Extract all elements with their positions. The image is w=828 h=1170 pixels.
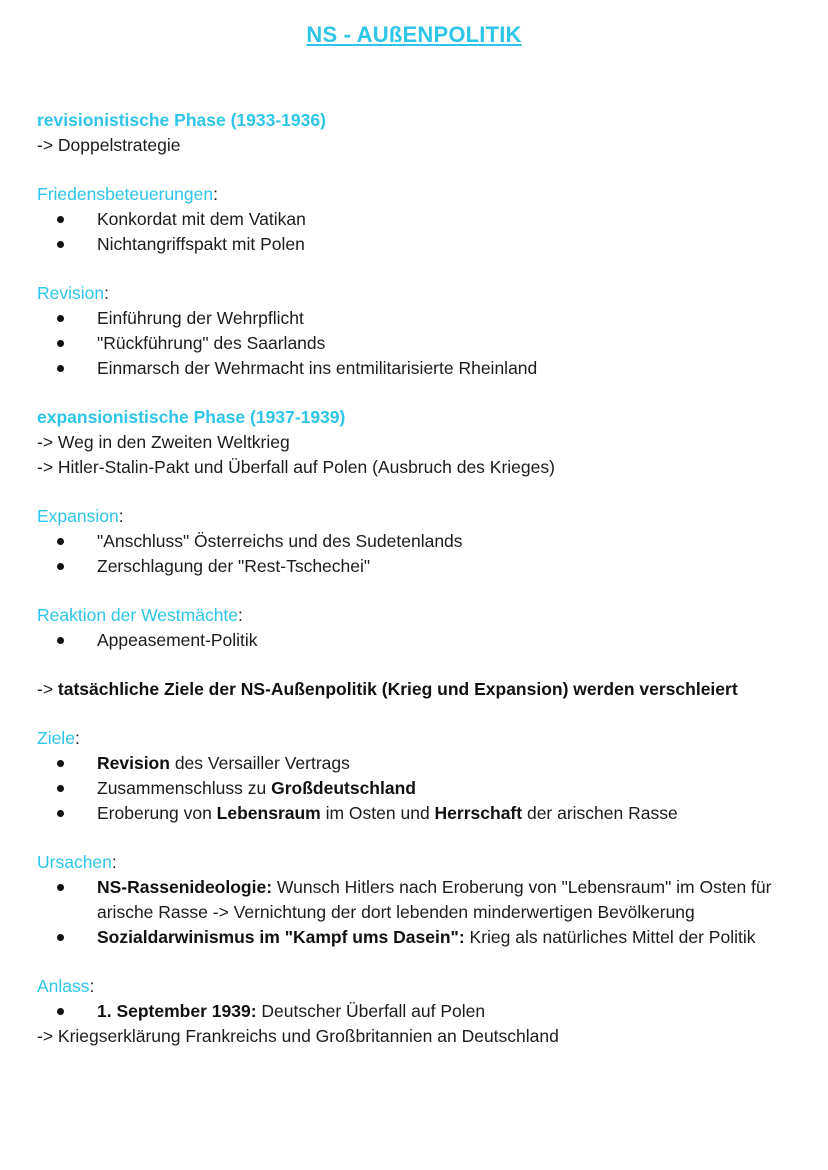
subheading-reaktion: Reaktion der Westmächte: — [37, 605, 243, 625]
subheading-expansion: Expansion: — [37, 506, 124, 526]
bullet-icon — [57, 365, 64, 372]
section-heading-revisionist-phase: revisionistische Phase (1933-1936) — [37, 110, 326, 130]
list-item: Eroberung von Lebensraum im Osten und Herrschaft der arischen Rasse — [37, 801, 807, 826]
bullet-icon — [57, 315, 64, 322]
subheading-revision: Revision: — [37, 283, 109, 303]
list-item: Appeasement-Politik — [37, 628, 807, 653]
bullet-icon — [57, 760, 64, 767]
bullet-icon — [57, 241, 64, 248]
bullet-icon — [57, 563, 64, 570]
bullet-icon — [57, 785, 64, 792]
text-line-ziele-note: -> tatsächliche Ziele der NS-Außenpolitik (Krieg und Expansion) werden verschleiert — [37, 679, 738, 699]
text-line: -> Doppelstrategie — [37, 135, 181, 155]
list-item: Zerschlagung der "Rest-Tschechei" — [37, 554, 807, 579]
list-item: NS-Rassenideologie: Wunsch Hitlers nach Eroberung von "Lebensraum" im Osten für arische Rasse -> Vernichtung der dort lebenden minderwertigen Bevölkerung — [37, 875, 807, 925]
section-heading-expansionist-phase: expansionistische Phase (1937-1939) — [37, 407, 346, 427]
bullet-icon — [57, 934, 64, 941]
list-item: "Anschluss" Österreichs und des Sudetenlands — [37, 529, 807, 554]
list-item: Zusammenschluss zu Großdeutschland — [37, 776, 807, 801]
text-line: -> Weg in den Zweiten Weltkrieg — [37, 432, 290, 452]
subheading-ursachen: Ursachen: — [37, 852, 117, 872]
list-item: Sozialdarwinismus im "Kampf ums Dasein": Krieg als natürliches Mittel der Politik — [37, 925, 807, 950]
subheading-anlass: Anlass: — [37, 976, 95, 996]
text-line: -> Hitler-Stalin-Pakt und Überfall auf Polen (Ausbruch des Krieges) — [37, 457, 555, 477]
list-item: Nichtangriffspakt mit Polen — [37, 232, 807, 257]
subheading-ziele: Ziele: — [37, 728, 80, 748]
list-item: 1. September 1939: Deutscher Überfall auf Polen — [37, 999, 807, 1024]
bullet-icon — [57, 637, 64, 644]
list-item: Konkordat mit dem Vatikan — [37, 207, 807, 232]
bullet-icon — [57, 538, 64, 545]
subheading-friedensbeteuerungen: Friedensbeteuerungen: — [37, 184, 218, 204]
bullet-icon — [57, 216, 64, 223]
list-item: Einführung der Wehrpflicht — [37, 306, 807, 331]
text-line: -> Kriegserklärung Frankreichs und Großbritannien an Deutschland — [37, 1026, 559, 1046]
bullet-icon — [57, 884, 64, 891]
document-body — [37, 108, 807, 1049]
bullet-icon — [57, 1008, 64, 1015]
bullet-icon — [57, 810, 64, 817]
page-title: NS - AUßENPOLITIK — [306, 22, 522, 47]
bullet-icon — [57, 340, 64, 347]
list-item: "Rückführung" des Saarlands — [37, 331, 807, 356]
list-item: Revision des Versailler Vertrags — [37, 751, 807, 776]
list-item: Einmarsch der Wehrmacht ins entmilitarisierte Rheinland — [37, 356, 807, 381]
